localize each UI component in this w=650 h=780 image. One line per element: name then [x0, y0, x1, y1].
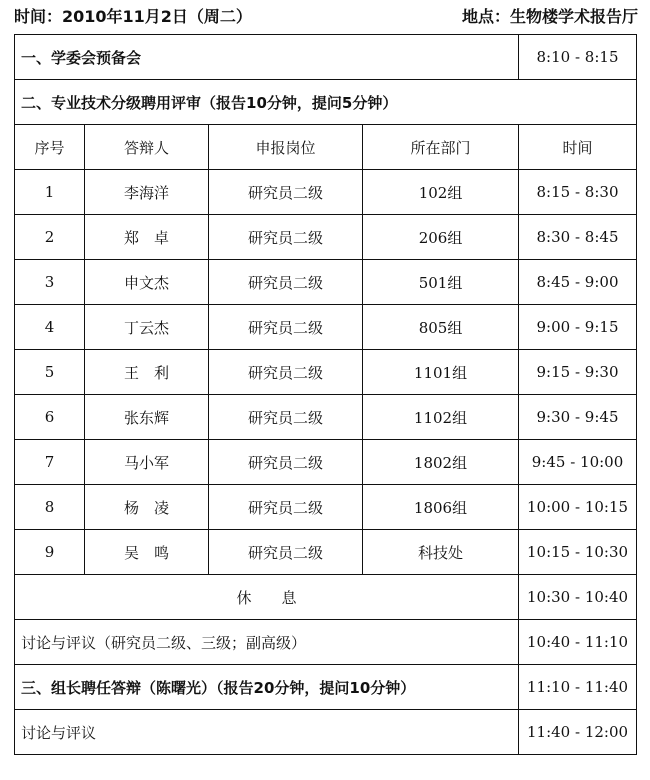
cell-time: 10:15 - 10:30 [519, 530, 637, 575]
col-header-department: 所在部门 [363, 125, 519, 170]
discussion-1-row [15, 620, 637, 665]
column-header-row [15, 125, 637, 170]
cell-department: 501组 [363, 260, 519, 305]
section-1-label: 一、学委会预备会 [15, 35, 519, 80]
page-header [0, 2, 650, 28]
discussion-2-label: 讨论与评议 [15, 710, 519, 755]
table-row [15, 215, 637, 260]
cell-index: 8 [15, 485, 85, 530]
col-header-position: 申报岗位 [209, 125, 363, 170]
section-3-time: 11:10 - 11:40 [519, 665, 637, 710]
cell-index: 3 [15, 260, 85, 305]
discussion-2-row [15, 710, 637, 755]
discussion-2-time: 11:40 - 12:00 [519, 710, 637, 755]
table-row [15, 170, 637, 215]
section-2-row [15, 80, 637, 125]
cell-presenter: 马小军 [85, 440, 209, 485]
break-label: 休 息 [15, 575, 519, 620]
cell-position: 研究员二级 [209, 395, 363, 440]
cell-presenter: 郑 卓 [85, 215, 209, 260]
table-row [15, 305, 637, 350]
cell-presenter: 王 利 [85, 350, 209, 395]
cell-presenter: 申文杰 [85, 260, 209, 305]
section-3-label: 三、组长聘任答辩（陈曙光）（报告20分钟，提问10分钟） [15, 665, 519, 710]
cell-time: 8:30 - 8:45 [519, 215, 637, 260]
cell-department: 1101组 [363, 350, 519, 395]
discussion-1-label: 讨论与评议（研究员二级、三级；副高级） [15, 620, 519, 665]
cell-position: 研究员二级 [209, 350, 363, 395]
cell-index: 2 [15, 215, 85, 260]
break-row [15, 575, 637, 620]
table-row [15, 395, 637, 440]
cell-index: 4 [15, 305, 85, 350]
cell-position: 研究员二级 [209, 530, 363, 575]
date-time-label: 时间：2010年11月2日（周二） [14, 7, 252, 26]
cell-time: 8:45 - 9:00 [519, 260, 637, 305]
cell-presenter: 张东辉 [85, 395, 209, 440]
cell-index: 5 [15, 350, 85, 395]
cell-time: 9:45 - 10:00 [519, 440, 637, 485]
cell-position: 研究员二级 [209, 260, 363, 305]
schedule-body [15, 35, 637, 755]
table-row [15, 440, 637, 485]
cell-presenter: 李海洋 [85, 170, 209, 215]
cell-department: 206组 [363, 215, 519, 260]
cell-presenter: 丁云杰 [85, 305, 209, 350]
cell-position: 研究员二级 [209, 305, 363, 350]
cell-time: 9:00 - 9:15 [519, 305, 637, 350]
cell-index: 1 [15, 170, 85, 215]
table-row [15, 530, 637, 575]
col-header-index: 序号 [15, 125, 85, 170]
cell-time: 9:15 - 9:30 [519, 350, 637, 395]
table-row [15, 260, 637, 305]
cell-position: 研究员二级 [209, 215, 363, 260]
cell-time: 10:00 - 10:15 [519, 485, 637, 530]
section-1-row [15, 35, 637, 80]
cell-index: 6 [15, 395, 85, 440]
cell-department: 102组 [363, 170, 519, 215]
cell-position: 研究员二级 [209, 170, 363, 215]
section-3-row [15, 665, 637, 710]
cell-index: 9 [15, 530, 85, 575]
cell-department: 1806组 [363, 485, 519, 530]
table-row [15, 350, 637, 395]
schedule-table [14, 34, 637, 755]
col-header-time: 时间 [519, 125, 637, 170]
cell-department: 1802组 [363, 440, 519, 485]
discussion-1-time: 10:40 - 11:10 [519, 620, 637, 665]
table-row [15, 485, 637, 530]
section-1-time: 8:10 - 8:15 [519, 35, 637, 80]
col-header-presenter: 答辩人 [85, 125, 209, 170]
cell-position: 研究员二级 [209, 485, 363, 530]
cell-index: 7 [15, 440, 85, 485]
section-2-label: 二、专业技术分级聘用评审（报告10分钟，提问5分钟） [15, 80, 637, 125]
cell-position: 研究员二级 [209, 440, 363, 485]
cell-time: 9:30 - 9:45 [519, 395, 637, 440]
cell-presenter: 杨 凌 [85, 485, 209, 530]
cell-department: 1102组 [363, 395, 519, 440]
break-time: 10:30 - 10:40 [519, 575, 637, 620]
cell-department: 805组 [363, 305, 519, 350]
venue-label: 地点：生物楼学术报告厅 [461, 7, 638, 26]
cell-department: 科技处 [363, 530, 519, 575]
cell-presenter: 吴 鸣 [85, 530, 209, 575]
cell-time: 8:15 - 8:30 [519, 170, 637, 215]
